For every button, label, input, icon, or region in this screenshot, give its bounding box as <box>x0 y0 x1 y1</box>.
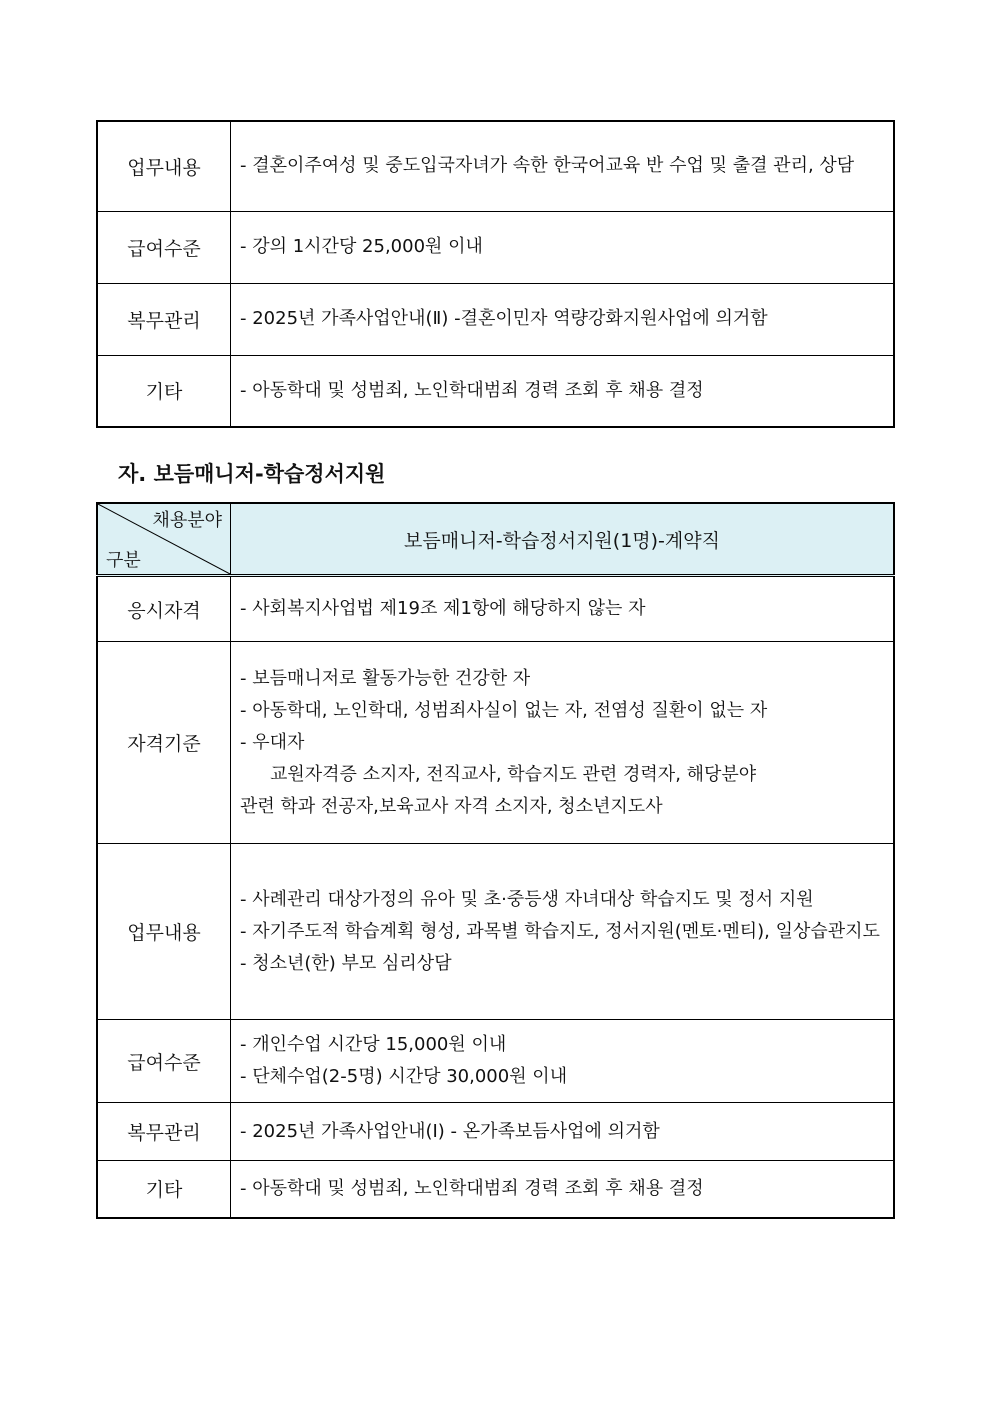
row-content <box>231 1103 895 1161</box>
content-line: - 아동학대 및 성범죄, 노인학대범죄 경력 조회 후 채용 결정 <box>240 379 704 401</box>
content-line: - 개인수업 시간당 15,000원 이내 <box>240 1034 507 1055</box>
header-corner-cell <box>97 503 231 576</box>
content-line: - 보듬매니저로 활동가능한 건강한 자 <box>240 667 531 689</box>
content-line: - 사례관리 대상가정의 유아 및 초·중등생 자녀대상 학습지도 및 정서 지원 <box>240 888 814 910</box>
row-label: 업무내용 <box>97 844 231 1020</box>
content-line: - 사회복지사업법 제19조 제1항에 해당하지 않는 자 <box>240 598 646 619</box>
row-content <box>231 283 895 355</box>
table-row <box>97 283 894 355</box>
table-row <box>97 1161 894 1218</box>
content-line: - 자기주도적 학습계획 형성, 과목별 학습지도, 정서지원(멘토·멘티), 일상습관지도 <box>240 920 880 942</box>
row-label: 응시자격 <box>97 576 231 642</box>
row-content <box>231 355 895 427</box>
header-corner-bottom: 구분 <box>106 550 141 571</box>
content-line: - 아동학대, 노인학대, 성범죄사실이 없는 자, 전염성 질환이 없는 자 <box>240 699 768 721</box>
content-line: - 2025년 가족사업안내(Ⅱ) -결혼이민자 역량강화지원사업에 의거함 <box>240 308 768 329</box>
row-content <box>231 1161 895 1218</box>
row-label: 급여수준 <box>97 211 231 283</box>
row-label: 기타 <box>97 355 231 427</box>
content-line: - 아동학대 및 성범죄, 노인학대범죄 경력 조회 후 채용 결정 <box>240 1177 704 1199</box>
row-content <box>231 576 895 642</box>
section-heading: 자. 보듬매니저-학습정서지원 <box>118 462 386 486</box>
row-label: 급여수준 <box>97 1020 231 1103</box>
row-content <box>231 844 895 1020</box>
row-label: 기타 <box>97 1161 231 1218</box>
row-label: 업무내용 <box>97 121 231 211</box>
header-corner-top: 채용분야 <box>152 510 222 531</box>
content-line: - 강의 1시간당 25,000원 이내 <box>240 236 483 257</box>
table-row <box>97 211 894 283</box>
content-line: - 결혼이주여성 및 중도입국자녀가 속한 한국어교육 반 수업 및 출결 관리, 상담 <box>240 155 855 177</box>
row-content <box>231 121 895 211</box>
table-row <box>97 121 894 211</box>
table-row <box>97 355 894 427</box>
content-line: 관련 학과 전공자,보육교사 자격 소지자, 청소년지도사 <box>240 795 663 817</box>
row-label: 복무관리 <box>97 1103 231 1161</box>
row-label: 복무관리 <box>97 283 231 355</box>
table-row <box>97 576 894 642</box>
employment-info-table <box>96 120 895 428</box>
content-line: - 단체수업(2-5명) 시간당 30,000원 이내 <box>240 1066 568 1087</box>
table-row <box>97 642 894 844</box>
content-line: - 청소년(한) 부모 심리상담 <box>240 952 452 974</box>
row-content <box>231 1020 895 1103</box>
content-line: 교원자격증 소지자, 전직교사, 학습지도 관련 경력자, 해당분야 <box>270 763 757 785</box>
content-line: - 우대자 <box>240 731 305 753</box>
table-row <box>97 1103 894 1161</box>
row-label: 자격기준 <box>97 642 231 844</box>
row-content <box>231 642 895 844</box>
header-title: 보듬매니저-학습정서지원(1명)-계약직 <box>231 503 895 576</box>
row-content <box>231 211 895 283</box>
table-row <box>97 1020 894 1103</box>
table-row <box>97 844 894 1020</box>
content-line: - 2025년 가족사업안내(Ⅰ) - 온가족보듬사업에 의거함 <box>240 1120 660 1142</box>
job-detail-table <box>96 502 895 1219</box>
table-header-row <box>97 503 894 576</box>
